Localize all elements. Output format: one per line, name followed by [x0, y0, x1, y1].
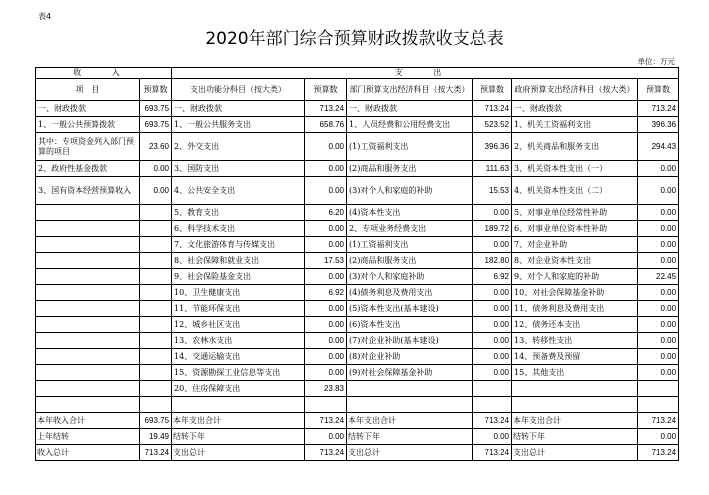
empty-cell — [305, 397, 347, 413]
func-item-cell: 一、财政拨款 — [172, 101, 305, 117]
gov-econ-budget-cell: 0.00 — [638, 161, 679, 177]
dept-econ-item-cell: (2)商品和服务支出 — [347, 161, 473, 177]
gov-econ-budget-cell: 0.00 — [638, 333, 679, 349]
gov-econ-item-cell: 15、其他支出 — [512, 365, 638, 381]
func-item-cell: 20、住房保障支出 — [172, 381, 305, 397]
func-budget-cell: 0.00 — [305, 317, 347, 333]
income-budget-cell — [140, 301, 172, 317]
func-budget-cell: 0.00 — [305, 161, 347, 177]
col-header-budget-func: 预算数 — [305, 79, 347, 101]
total-value-cell: 0.00 — [305, 429, 347, 445]
dept-econ-budget-cell: 0.00 — [473, 365, 512, 381]
func-budget-cell: 23.83 — [305, 381, 347, 397]
dept-econ-item-cell: (1)工资福利支出 — [347, 237, 473, 253]
gov-econ-item-cell: 9、对个人和家庭的补助 — [512, 269, 638, 285]
total-value-cell: 713.24 — [638, 413, 679, 429]
func-item-cell: 8、社会保障和就业支出 — [172, 253, 305, 269]
func-budget-cell: 0.00 — [305, 269, 347, 285]
total-label-cell: 支出总计 — [512, 445, 638, 461]
col-header-func: 支出功能分科目（按大类） — [172, 79, 305, 101]
column-header-row — [36, 79, 679, 101]
gov-econ-budget-cell: 0.00 — [638, 205, 679, 221]
total-row — [36, 429, 679, 445]
func-item-cell: 6、科学技术支出 — [172, 221, 305, 237]
total-row — [36, 413, 679, 429]
income-budget-cell — [140, 317, 172, 333]
func-budget-cell: 0.00 — [305, 301, 347, 317]
total-value-cell: 19.49 — [140, 429, 172, 445]
dept-econ-item-cell: (7)对企业补助(基本建设) — [347, 333, 473, 349]
func-item-cell: 4、公共安全支出 — [172, 177, 305, 205]
total-value-cell: 713.24 — [140, 445, 172, 461]
col-header-gov-econ: 政府预算支出经济科目（按大类） — [512, 79, 638, 101]
income-item-cell — [36, 317, 140, 333]
income-budget-cell: 0.00 — [140, 161, 172, 177]
dept-econ-budget-cell — [473, 381, 512, 397]
table-row — [36, 101, 679, 117]
page-title: 2020年部门综合预算财政拨款收支总表 — [205, 29, 504, 49]
income-budget-cell — [140, 253, 172, 269]
table-row — [36, 285, 679, 301]
dept-econ-item-cell — [347, 381, 473, 397]
func-budget-cell: 713.24 — [305, 101, 347, 117]
gov-econ-budget-cell: 0.00 — [638, 285, 679, 301]
col-header-budget-gov: 预算数 — [638, 79, 679, 101]
total-value-cell: 693.75 — [140, 413, 172, 429]
empty-cell — [473, 397, 512, 413]
dept-econ-budget-cell: 523.52 — [473, 117, 512, 133]
total-label-cell: 结转下年 — [347, 429, 473, 445]
gov-econ-budget-cell: 396.36 — [638, 117, 679, 133]
gov-econ-budget-cell: 22.45 — [638, 269, 679, 285]
income-item-cell: 3、国有资本经营预算收入 — [36, 177, 140, 205]
dept-econ-budget-cell: 0.00 — [473, 205, 512, 221]
income-budget-cell — [140, 365, 172, 381]
income-item-cell — [36, 269, 140, 285]
dept-econ-budget-cell: 0.00 — [473, 333, 512, 349]
income-item-cell — [36, 253, 140, 269]
budget-summary-table — [35, 67, 679, 461]
total-label-cell: 本年收入合计 — [36, 413, 140, 429]
empty-cell — [638, 397, 679, 413]
total-label-cell: 本年支出合计 — [512, 413, 638, 429]
total-row — [36, 445, 679, 461]
gov-econ-budget-cell: 0.00 — [638, 317, 679, 333]
table-row — [36, 317, 679, 333]
func-budget-cell: 0.00 — [305, 133, 347, 161]
dept-econ-item-cell: 一、财政拨款 — [347, 101, 473, 117]
dept-econ-item-cell: (8)对企业补助 — [347, 349, 473, 365]
total-label-cell: 上年结转 — [36, 429, 140, 445]
dept-econ-budget-cell: 189.72 — [473, 221, 512, 237]
income-section-header: 收 入 — [36, 68, 172, 79]
table-row — [36, 221, 679, 237]
func-item-cell: 5、教育支出 — [172, 205, 305, 221]
func-item-cell: 11、节能环保支出 — [172, 301, 305, 317]
gov-econ-item-cell: 12、债务还本支出 — [512, 317, 638, 333]
empty-cell — [36, 397, 140, 413]
table-row — [36, 349, 679, 365]
col-header-budget-dept: 预算数 — [473, 79, 512, 101]
func-item-cell: 10、卫生健康支出 — [172, 285, 305, 301]
dept-econ-budget-cell: 111.63 — [473, 161, 512, 177]
dept-econ-item-cell: (4)债务利息及费用支出 — [347, 285, 473, 301]
gov-econ-item-cell: 7、对企业补助 — [512, 237, 638, 253]
income-budget-cell — [140, 333, 172, 349]
func-budget-cell: 0.00 — [305, 237, 347, 253]
func-budget-cell: 17.53 — [305, 253, 347, 269]
gov-econ-item-cell: 1、机关工资福利支出 — [512, 117, 638, 133]
func-item-cell: 1、一般公共服务支出 — [172, 117, 305, 133]
income-item-cell — [36, 237, 140, 253]
gov-econ-budget-cell — [638, 381, 679, 397]
dept-econ-budget-cell: 0.00 — [473, 349, 512, 365]
func-item-cell: 3、国防支出 — [172, 161, 305, 177]
gov-econ-budget-cell: 0.00 — [638, 301, 679, 317]
func-budget-cell: 0.00 — [305, 333, 347, 349]
gov-econ-item-cell: 5、对事业单位经常性补助 — [512, 205, 638, 221]
table-row — [36, 365, 679, 381]
table-row — [36, 269, 679, 285]
dept-econ-item-cell: (9)对社会保障基金补助 — [347, 365, 473, 381]
dept-econ-item-cell: 1、人员经费和公用经费支出 — [347, 117, 473, 133]
dept-econ-budget-cell: 0.00 — [473, 237, 512, 253]
gov-econ-item-cell — [512, 381, 638, 397]
dept-econ-budget-cell: 15.53 — [473, 177, 512, 205]
table-row — [36, 161, 679, 177]
spacer-row — [36, 397, 679, 413]
func-item-cell: 14、交通运输支出 — [172, 349, 305, 365]
income-item-cell — [36, 333, 140, 349]
income-item-cell — [36, 381, 140, 397]
col-header-budget-income: 预算数 — [140, 79, 172, 101]
func-budget-cell: 0.00 — [305, 177, 347, 205]
total-value-cell: 713.24 — [473, 413, 512, 429]
gov-econ-budget-cell: 0.00 — [638, 177, 679, 205]
table-row — [36, 133, 679, 161]
income-budget-cell — [140, 349, 172, 365]
dept-econ-budget-cell: 0.00 — [473, 317, 512, 333]
dept-econ-item-cell: (6)资本性支出 — [347, 317, 473, 333]
col-header-item: 项 目 — [36, 79, 140, 101]
gov-econ-item-cell: 8、对企业资本性支出 — [512, 253, 638, 269]
table-number-tag: 表4 — [38, 12, 52, 21]
dept-econ-budget-cell: 0.00 — [473, 301, 512, 317]
income-budget-cell — [140, 221, 172, 237]
table-row — [36, 301, 679, 317]
gov-econ-budget-cell: 0.00 — [638, 365, 679, 381]
gov-econ-item-cell: 13、转移性支出 — [512, 333, 638, 349]
total-value-cell: 0.00 — [473, 429, 512, 445]
gov-econ-budget-cell: 294.43 — [638, 133, 679, 161]
table-row — [36, 205, 679, 221]
table-row — [36, 333, 679, 349]
total-value-cell: 0.00 — [638, 429, 679, 445]
income-item-cell — [36, 205, 140, 221]
func-item-cell: 2、外交支出 — [172, 133, 305, 161]
dept-econ-item-cell: (5)资本性支出(基本建设) — [347, 301, 473, 317]
income-item-cell: 2、政府性基金拨款 — [36, 161, 140, 177]
income-budget-cell — [140, 381, 172, 397]
total-label-cell: 结转下年 — [172, 429, 305, 445]
unit-label: 单位：万元 — [637, 57, 675, 66]
empty-cell — [172, 397, 305, 413]
dept-econ-item-cell: (3)对个人和家庭补助 — [347, 269, 473, 285]
table-row — [36, 253, 679, 269]
total-label-cell: 结转下年 — [512, 429, 638, 445]
table-row — [36, 237, 679, 253]
income-budget-cell — [140, 205, 172, 221]
dept-econ-item-cell: 2、专项业务经费支出 — [347, 221, 473, 237]
gov-econ-budget-cell: 0.00 — [638, 253, 679, 269]
gov-econ-item-cell: 6、对事业单位资本性补助 — [512, 221, 638, 237]
empty-cell — [512, 397, 638, 413]
total-label-cell: 支出总计 — [172, 445, 305, 461]
gov-econ-budget-cell: 0.00 — [638, 349, 679, 365]
func-budget-cell: 0.00 — [305, 221, 347, 237]
func-item-cell: 9、社会保险基金支出 — [172, 269, 305, 285]
income-item-cell: 1、一般公共预算拨款 — [36, 117, 140, 133]
income-item-cell — [36, 285, 140, 301]
gov-econ-item-cell: 3、机关资本性支出（一） — [512, 161, 638, 177]
total-label-cell: 支出总计 — [347, 445, 473, 461]
gov-econ-item-cell: 4、机关资本性支出（二） — [512, 177, 638, 205]
func-budget-cell: 0.00 — [305, 349, 347, 365]
gov-econ-budget-cell: 0.00 — [638, 221, 679, 237]
empty-cell — [140, 397, 172, 413]
income-budget-cell: 693.75 — [140, 117, 172, 133]
gov-econ-item-cell: 10、对社会保障基金补助 — [512, 285, 638, 301]
total-value-cell: 713.24 — [305, 413, 347, 429]
dept-econ-budget-cell: 713.24 — [473, 101, 512, 117]
income-budget-cell: 23.60 — [140, 133, 172, 161]
func-budget-cell: 658.76 — [305, 117, 347, 133]
dept-econ-item-cell: (1)工资福利支出 — [347, 133, 473, 161]
gov-econ-item-cell: 11、债务利息及费用支出 — [512, 301, 638, 317]
income-budget-cell — [140, 269, 172, 285]
gov-econ-budget-cell: 713.24 — [638, 101, 679, 117]
total-value-cell: 713.24 — [305, 445, 347, 461]
gov-econ-item-cell: 14、预备费及预留 — [512, 349, 638, 365]
gov-econ-item-cell: 2、机关商品和服务支出 — [512, 133, 638, 161]
func-item-cell: 12、城乡社区支出 — [172, 317, 305, 333]
func-item-cell: 15、资源勘探工业信息等支出 — [172, 365, 305, 381]
total-label-cell: 收入总计 — [36, 445, 140, 461]
section-header-row — [36, 68, 679, 79]
table-row — [36, 381, 679, 397]
func-budget-cell: 0.00 — [305, 365, 347, 381]
func-item-cell: 7、文化旅游体育与传媒支出 — [172, 237, 305, 253]
income-item-cell — [36, 221, 140, 237]
total-label-cell: 本年支出合计 — [347, 413, 473, 429]
func-budget-cell: 6.20 — [305, 205, 347, 221]
expense-section-header: 支 出 — [172, 68, 679, 79]
dept-econ-budget-cell: 0.00 — [473, 285, 512, 301]
dept-econ-item-cell: (2)商品和服务支出 — [347, 253, 473, 269]
dept-econ-budget-cell: 6.92 — [473, 269, 512, 285]
income-item-cell: 其中：专项资金列入部门预算的项目 — [36, 133, 140, 161]
total-label-cell: 本年支出合计 — [172, 413, 305, 429]
dept-econ-budget-cell: 396.36 — [473, 133, 512, 161]
func-budget-cell: 6.92 — [305, 285, 347, 301]
gov-econ-item-cell: 一、财政拨款 — [512, 101, 638, 117]
income-item-cell: 一、财政拨款 — [36, 101, 140, 117]
func-item-cell: 13、农林水支出 — [172, 333, 305, 349]
income-item-cell — [36, 365, 140, 381]
gov-econ-budget-cell: 0.00 — [638, 237, 679, 253]
income-budget-cell — [140, 237, 172, 253]
table-row — [36, 177, 679, 205]
total-value-cell: 713.24 — [473, 445, 512, 461]
income-budget-cell — [140, 285, 172, 301]
total-value-cell: 713.24 — [638, 445, 679, 461]
income-budget-cell: 693.75 — [140, 101, 172, 117]
dept-econ-budget-cell: 182.80 — [473, 253, 512, 269]
table-row — [36, 117, 679, 133]
dept-econ-item-cell: (3)对个人和家庭的补助 — [347, 177, 473, 205]
income-item-cell — [36, 349, 140, 365]
col-header-dept-econ: 部门预算支出经济科目（按大类） — [347, 79, 473, 101]
income-budget-cell: 0.00 — [140, 177, 172, 205]
dept-econ-item-cell: (4)资本性支出 — [347, 205, 473, 221]
empty-cell — [347, 397, 473, 413]
income-item-cell — [36, 301, 140, 317]
